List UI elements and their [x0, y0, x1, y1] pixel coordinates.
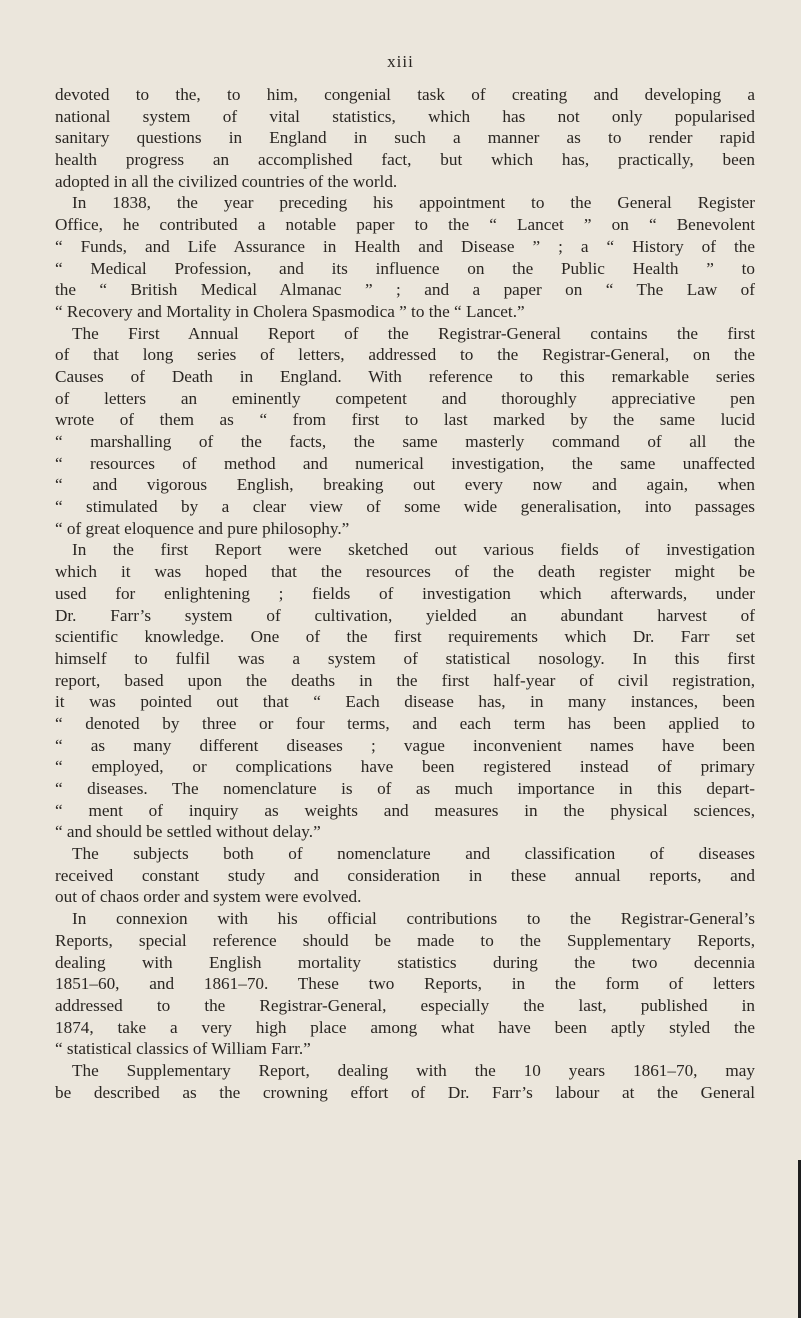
text-line: which it was hoped that the resources of the death register might be: [55, 562, 755, 582]
text-line: sanitary questions in England in such a manner as to render rapid: [55, 128, 755, 148]
text-line: In 1838, the year preceding his appointment to the General Register: [72, 193, 755, 213]
text-line: of that long series of letters, addressed to the Registrar-General, on the: [55, 345, 755, 365]
text-line: of letters an eminently competent and thoroughly appreciative pen: [55, 388, 755, 408]
body-text: [55, 84, 755, 1103]
text-line: The First Annual Report of the Registrar-General contains the first: [72, 323, 755, 343]
text-line: adopted in all the civilized countries of the world.: [55, 171, 398, 191]
text-line: “ of great eloquence and pure philosophy.”: [55, 518, 350, 538]
text-line: wrote of them as “ from first to last marked by the same lucid: [55, 410, 755, 430]
text-line: “ resources of method and numerical investigation, the same unaffected: [55, 453, 755, 473]
text-line: “ stimulated by a clear view of some wide generalisation, into passages: [55, 497, 755, 517]
text-line: 1851–60, and 1861–70. These two Reports, in the form of letters: [55, 974, 755, 994]
text-line: be described as the crowning effort of Dr. Farr’s labour at the General: [55, 1082, 755, 1102]
text-line: out of chaos order and system were evolved.: [55, 887, 362, 907]
text-line: “ denoted by three or four terms, and each term has been applied to: [55, 713, 755, 733]
text-line: “ as many different diseases ; vague inconvenient names have been: [55, 735, 755, 755]
text-line: “ diseases. The nomenclature is of as much importance in this depart-: [55, 779, 755, 798]
text-line: it was pointed out that “ Each disease has, in many instances, been: [55, 692, 755, 712]
text-line: the “ British Medical Almanac ” ; and a paper on “ The Law of: [55, 280, 755, 300]
text-line: “ employed, or complications have been registered instead of primary: [55, 757, 755, 777]
text-line: The Supplementary Report, dealing with the 10 years 1861–70, may: [72, 1060, 755, 1080]
text-line: scientific knowledge. One of the first requirements which Dr. Farr set: [55, 627, 755, 647]
text-line: “ Funds, and Life Assurance in Health and Disease ” ; a “ History of the: [55, 236, 755, 256]
text-line: addressed to the Registrar-General, especially the last, published in: [55, 995, 755, 1015]
text-line: Causes of Death in England. With reference to this remarkable series: [55, 366, 755, 386]
page-number: xiii: [387, 52, 414, 71]
text-line: used for enlightening ; fields of investigation which afterwards, under: [55, 583, 755, 603]
text-line: devoted to the, to him, congenial task of creating and developing a: [55, 85, 755, 104]
text-line: “ ment of inquiry as weights and measures in the physical sciences,: [55, 800, 755, 820]
text-line: “ Recovery and Mortality in Cholera Spasmodica ” to the “ Lancet.”: [55, 301, 525, 321]
text-line: “ marshalling of the facts, the same masterly command of all the: [55, 432, 755, 451]
text-line: dealing with English mortality statistics during the two decennia: [55, 952, 755, 972]
text-line: health progress an accomplished fact, but which has, practically, been: [55, 150, 755, 170]
text-line: “ and vigorous English, breaking out every now and again, when: [55, 475, 755, 495]
text-line: “ and should be settled without delay.”: [55, 822, 321, 842]
text-line: national system of vital statistics, which has not only popularised: [55, 106, 755, 126]
text-line: The subjects both of nomenclature and classification of diseases: [72, 844, 755, 864]
text-line: received constant study and consideration in these annual reports, and: [55, 865, 755, 885]
text-line: In the first Report were sketched out various fields of investigation: [72, 540, 755, 560]
text-line: “ statistical classics of William Farr.”: [55, 1039, 311, 1059]
text-line: Reports, special reference should be made to the Supplementary Reports,: [55, 930, 755, 950]
text-line: “ Medical Profession, and its influence on the Public Health ” to: [55, 258, 755, 278]
text-line: Dr. Farr’s system of cultivation, yielded an abundant harvest of: [55, 605, 755, 625]
text-line: report, based upon the deaths in the first half-year of civil registration,: [55, 670, 755, 690]
text-line: Office, he contributed a notable paper to the “ Lancet ” on “ Benevolent: [55, 215, 755, 235]
text-line: 1874, take a very high place among what have been aptly styled the: [55, 1017, 755, 1037]
text-line: himself to fulfil was a system of statistical nosology. In this first: [55, 648, 755, 668]
text-line: In connexion with his official contributions to the Registrar-General’s: [72, 909, 755, 929]
